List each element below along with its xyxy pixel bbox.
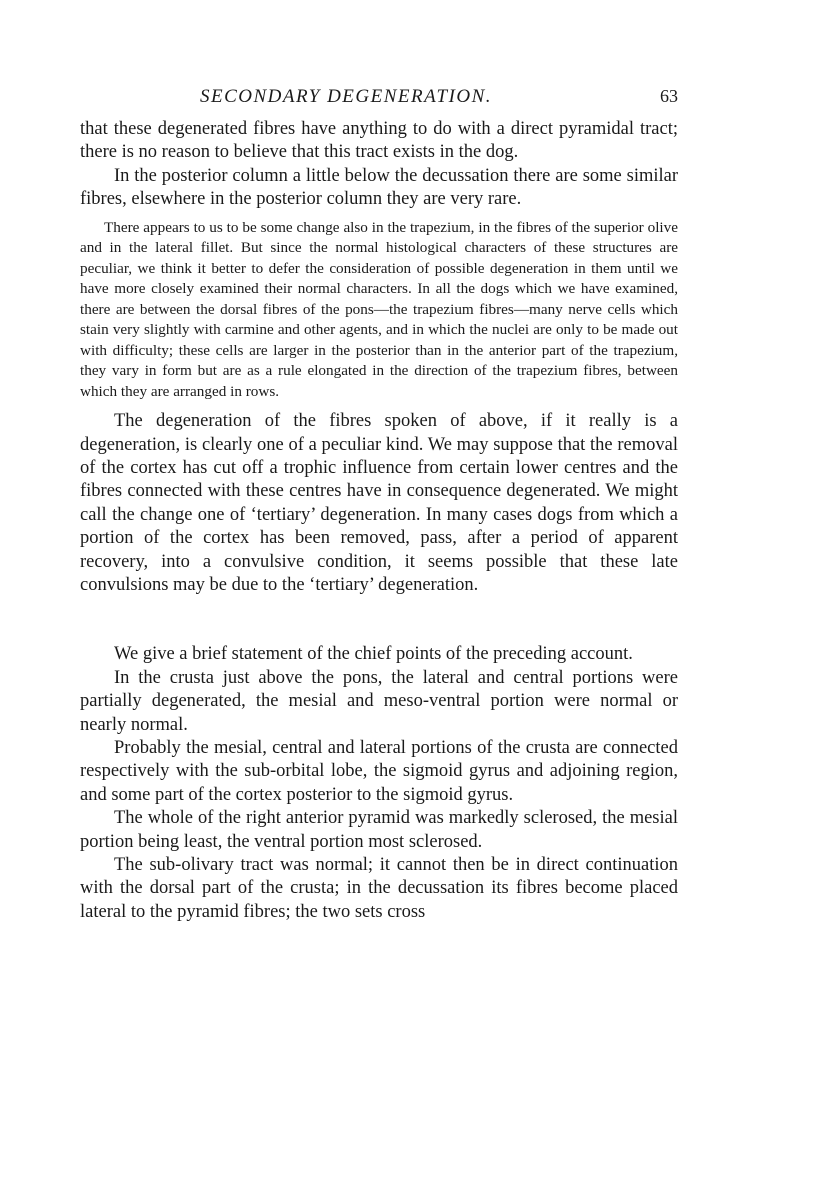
paragraph-crusta: In the crusta just above the pons, the lateral and central portions were partially degenerated, the mesial and meso-ventral portion were normal or nearly normal. (80, 667, 678, 735)
paragraph-continuation: that these degenerated fibres have anything to do with a direct pyramidal tract; there is no reason to believe that this tract exists in the dog. (80, 119, 678, 163)
book-page (80, 78, 678, 924)
paragraph-anterior-pyramid: The whole of the right anterior pyramid was markedly sclerosed, the mesial portion being least, the ventral portion most sclerosed. (80, 808, 678, 852)
paragraph-crusta-portions: Probably the mesial, central and lateral portions of the crusta are connected respectively with the sub-orbital lobe, the sigmoid gyrus and adjoining region, and some part of the cortex posterior to the sigmoid gyrus. (80, 738, 678, 805)
paragraph-sub-olivary-tract: The sub-olivary tract was normal; it cannot then be in direct continuation with the dorsal part of the crusta; in the decussation its fibres become placed lateral to the pyramid fibres; the two sets cross (80, 855, 678, 922)
paragraph-trapezium-note: There appears to us to be some change also in the trapezium, in the fibres of the superior olive and in the lateral fillet. But since the normal histological characters of these structures are peculiar, we think it better to defer the consideration of possible degeneration in them until we have more closely examined their normal characters. In all the dogs which we have examined, there are between the dorsal fibres of the pons—the trapezium fibres—many nerve cells which stain very slightly with carmine and other agents, and in which the nuclei are only to be made out with difficulty; these cells are larger in the posterior than in the anterior part of the trapezium, they vary in form but are as a rule elongated in the direction of the trapezium fibres, between which they are arranged in rows. (80, 218, 678, 400)
running-head (80, 78, 678, 118)
paragraph-tertiary-degeneration: The degeneration of the fibres spoken of above, if it really is a degeneration, is clearly one of a peculiar kind. We may suppose that the removal of the cortex has cut off a trophic influence from certain lower centres and the fibres connected with these centres have in consequence degenerated. We might call the change one of ‘tertiary’ degeneration. In many cases dogs from which a portion of the cortex has been removed, pass, after a period of apparent recovery, into a convulsive condition, it seems possible that these late convulsions may be due to the ‘tertiary’ degeneration. (80, 411, 678, 595)
running-title: SECONDARY DEGENERATION. (200, 86, 493, 107)
paragraph-summary-intro: We give a brief statement of the chief points of the preceding account. (114, 644, 633, 665)
paragraph-posterior-column: In the posterior column a little below the decussation there are some similar fibres, elsewhere in the posterior column they are very rare. (80, 165, 678, 210)
section-gap (80, 597, 678, 643)
page-number: 63 (660, 86, 678, 106)
